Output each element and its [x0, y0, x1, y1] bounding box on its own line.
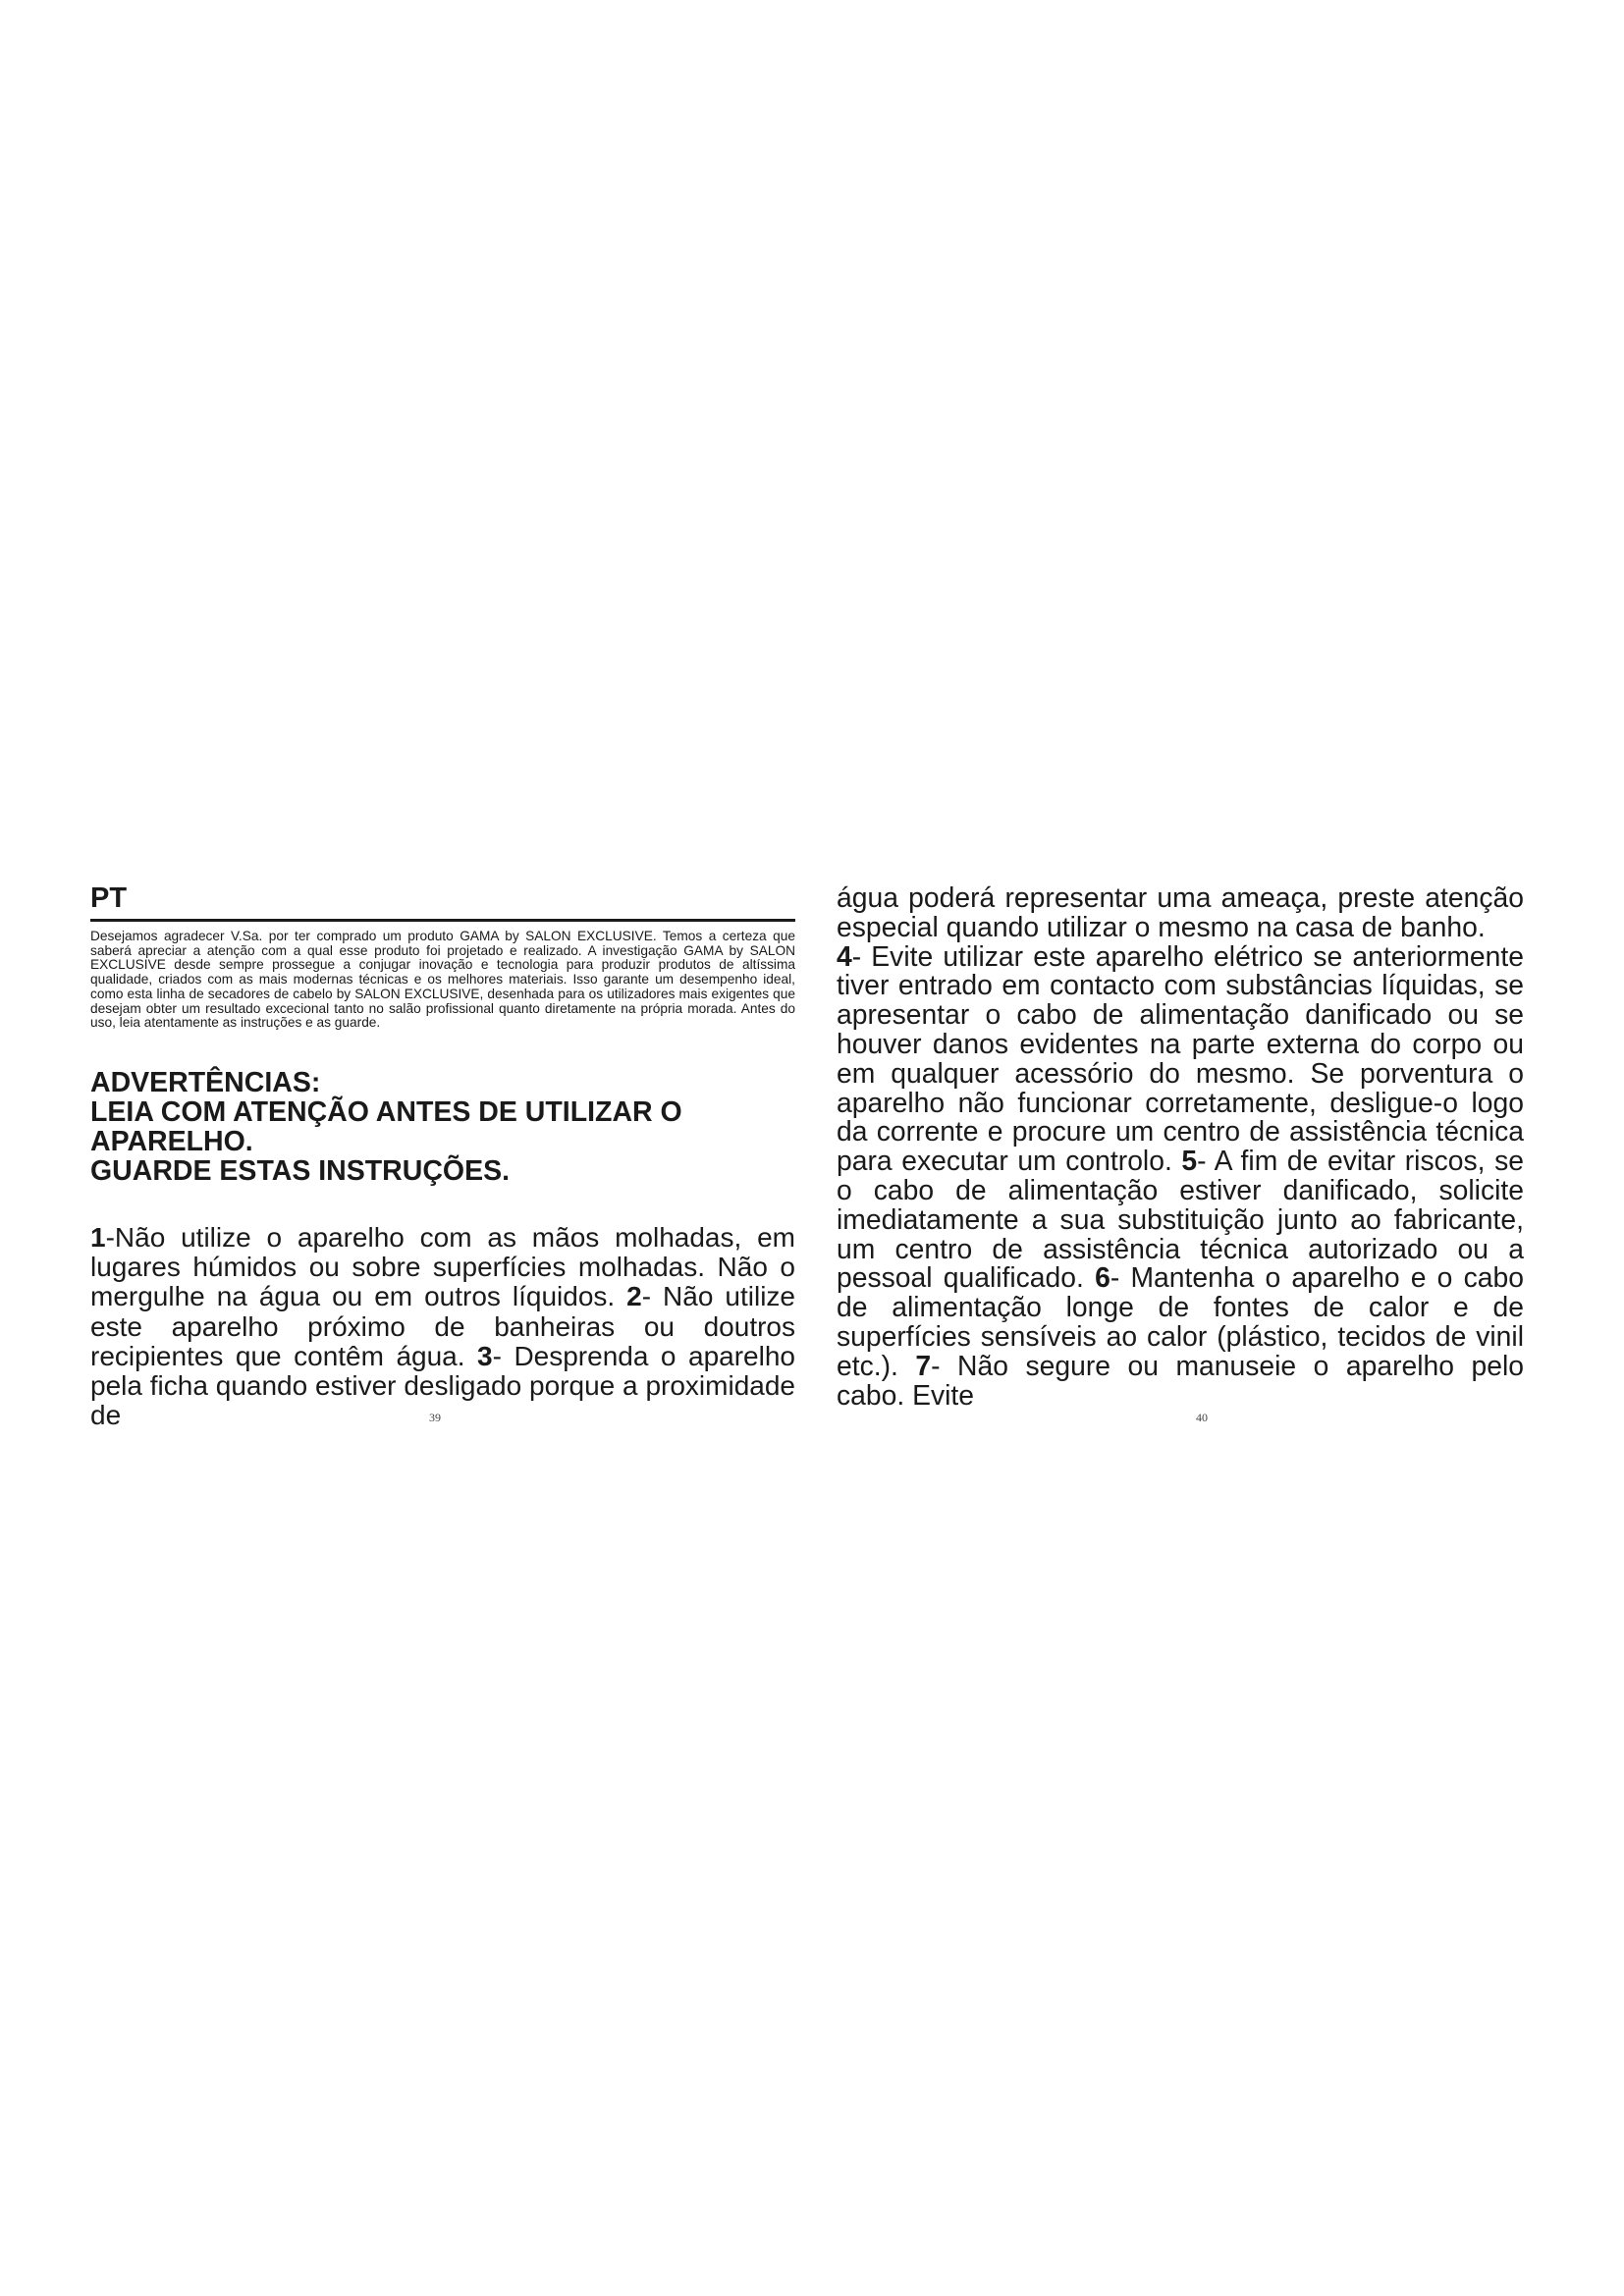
continued-text: água poderá representar uma ameaça, preste atenção especial quando utilizar o mesmo na casa de banho. — [837, 881, 1524, 942]
item-number: 6 — [1095, 1261, 1110, 1294]
language-heading: PT — [90, 882, 128, 914]
heading-rule — [90, 919, 795, 922]
item-number: 4 — [837, 939, 852, 972]
item-number: 3 — [477, 1340, 493, 1371]
page-number-right: 40 — [1196, 1411, 1208, 1424]
warning-line: LEIA COM ATENÇÃO ANTES DE UTILIZAR O APARELHO. — [90, 1095, 682, 1157]
intro-paragraph: Desejamos agradecer V.Sa. por ter comprado um produto GAMA by SALON EXCLUSIVE. Temos a certeza que saberá apreciar a atenção com a qual esse produto foi projetado e realizado. A investigação GAMA by SALON EXCLUSIVE desde sempre prossegue a conjugar inovação e tecnologia para produzir produtos de altíssima qualidade, criados com as mais modernas técnicas e os melhores materiais. Isso garante um desempenho ideal, como esta linha de secadores de cabelo by SALON EXCLUSIVE, desenhada para os utilizadores mais exigentes que desejam obter um resultado excecional tanto no salão profissional quanto diretamente na própria morada. Antes do uso, leia atentamente as instruções e as guarde. — [90, 929, 795, 1031]
item-text: - Mantenha o aparelho e o cabo de alimentação longe de fontes de calor e de superfícies sensíveis ao calor (plástico, tecidos de vinil etc.). — [837, 1261, 1524, 1381]
item-text: - Não utilize este aparelho próximo de banheiras ou doutros recipientes que contêm água. — [90, 1281, 795, 1371]
item-number: 5 — [1181, 1145, 1198, 1177]
page-number-left: 39 — [429, 1411, 441, 1424]
item-text: - Não segure ou manuseie o aparelho pelo cabo. Evite — [837, 1349, 1524, 1411]
item-text: - A fim de evitar riscos, se o cabo de alimentação estiver danificado, solicite imediatamente a sua substituição junto ao fabricante, um centro de assistência técnica autorizado ou a pessoal qualificado. — [837, 1145, 1524, 1294]
item-text: -Não utilize o aparelho com as mãos molhadas, em lugares húmidos ou sobre superfícies molhadas. Não o mergulhe na água ou em outros líquidos. — [90, 1221, 795, 1312]
item-text: - Evite utilizar este aparelho elétrico se anteriormente tiver entrado em contacto com substâncias líquidas, se apresentar o cabo de alimentação danificado ou se houver danos evidentes na parte externa do corpo ou em qualquer acessório do mesmo. Se porventura o aparelho não funcionar corretamente, desligue-o logo da corrente e procure um centro de assistência técnica para executar um controlo. — [837, 939, 1524, 1177]
item-number: 1 — [90, 1221, 106, 1253]
instructions-paragraph — [90, 1223, 795, 1430]
item-number: 7 — [915, 1349, 932, 1381]
right-page — [837, 883, 1524, 1410]
instructions-paragraph — [837, 883, 1524, 1410]
item-text: - Desprenda o aparelho pela ficha quando estiver desligado porque a proximidade de — [90, 1340, 795, 1431]
item-number: 2 — [626, 1281, 642, 1312]
warning-line: ADVERTÊNCIAS: — [90, 1066, 321, 1098]
warnings-heading — [90, 1068, 795, 1186]
warning-line: GUARDE ESTAS INSTRUÇÕES. — [90, 1154, 511, 1187]
left-page — [90, 883, 795, 1430]
